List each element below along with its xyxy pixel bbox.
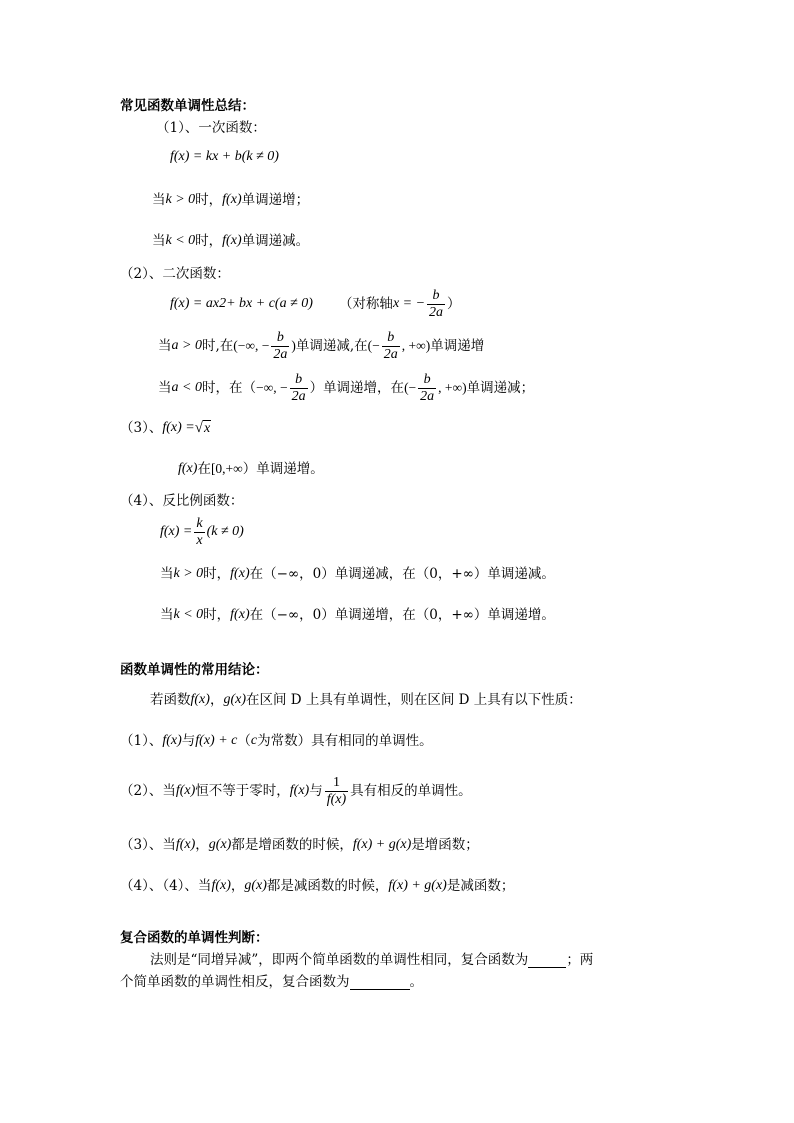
fill-in-blank-2[interactable] (350, 975, 410, 990)
section-title-composite: 复合函数的单调性判断： (120, 930, 269, 946)
quadratic-fraction: $\frac{b}{2a}$ (291, 371, 306, 404)
linear-label: （1）、一次函数： (156, 120, 266, 136)
inverse-formula: f(x) = $\frac{k}{x}$ (k ≠ 0) (160, 515, 244, 548)
conclusion-4: （4）、（4）、当 f(x) ， g(x) 都是减函数的时候， f(x) + g(x) 是减函数； (120, 878, 515, 894)
conclusion-2: （2）、当 f(x) 恒不等于零时， f(x) 与 $\frac{1}{f(x)}$ 具有相反的单调性。 (120, 774, 472, 807)
inverse-case-k-negative: 当 k < 0 时， f(x) 在（−∞，0）单调递增，在（0，+∞）单调递增。 (160, 607, 555, 623)
inverse-label: （4）、反比例函数： (120, 493, 244, 509)
inverse-case-k-positive: 当 k > 0 时， f(x) 在（−∞，0）单调递减，在（0，+∞）单调递减。 (160, 566, 555, 582)
sqrt-sign-icon: √ (194, 420, 203, 436)
sqrt-radical: √ x (194, 420, 211, 436)
composite-rule-line-2: 个简单函数的单调性相反，复合函数为 。 (120, 974, 423, 990)
quadratic-formula: f(x) = ax 2 + bx + c(a ≠ 0) （对称轴 x = − $\frac{b}{2a}$ ） (170, 287, 461, 320)
conclusion-3: （3）、当 f(x) ， g(x) 都是增函数的时候， f(x) + g(x) 是增函数； (120, 837, 479, 853)
linear-case-increasing: 当 k > 0 时， f(x) 单调递增； (152, 192, 310, 208)
sqrt-result: f(x) 在 [0,+∞ ）单调递增。 (178, 461, 324, 477)
linear-case-decreasing: 当 k < 0 时， f(x) 单调递减。 (152, 233, 310, 249)
fill-in-blank-1[interactable] (528, 953, 566, 968)
conclusion-1: （1）、 f(x) 与 f(x) + c （ c 为常数）具有相同的单调性。 (120, 733, 433, 749)
quadratic-label: （2）、二次函数： (120, 266, 230, 282)
conclusions-intro: 若函数 f(x) ， g(x) 在区间 D 上具有单调性，则在区间 D 上具有以下性质： (150, 692, 582, 708)
reciprocal-fraction: $\frac{1}{f(x)}$ (326, 774, 347, 807)
symmetry-axis-fraction: $\frac{b}{2a}$ (429, 287, 444, 320)
quadratic-fraction: $\frac{b}{2a}$ (383, 329, 398, 362)
quadratic-case-a-positive: 当 a > 0 时,在 (−∞, − $\frac{b}{2a}$ ) 单调递减,在 (− $\frac{b}{2a}$ , +∞) 单调递增 (158, 329, 485, 362)
linear-formula: f(x) = kx + b(k ≠ 0) (170, 149, 279, 164)
quadratic-fraction: $\frac{b}{2a}$ (420, 371, 435, 404)
section-title-common-functions: 常见函数单调性总结： (120, 98, 255, 114)
quadratic-fraction: $\frac{b}{2a}$ (273, 329, 288, 362)
sqrt-formula-line: （3）、 f(x) = √ x (120, 420, 211, 436)
section-title-conclusions: 函数单调性的常用结论： (120, 662, 269, 678)
inverse-fraction: $\frac{k}{x}$ (196, 515, 203, 548)
quadratic-case-a-negative: 当 a < 0 时，在（ −∞, − $\frac{b}{2a}$ ） 单调递增，在 (− $\frac{b}{2a}$ , +∞) 单调递减； (158, 371, 535, 404)
composite-rule-line-1: 法则是“同增异减”，即两个简单函数的单调性相同，复合函数为 ；两 (150, 952, 594, 968)
